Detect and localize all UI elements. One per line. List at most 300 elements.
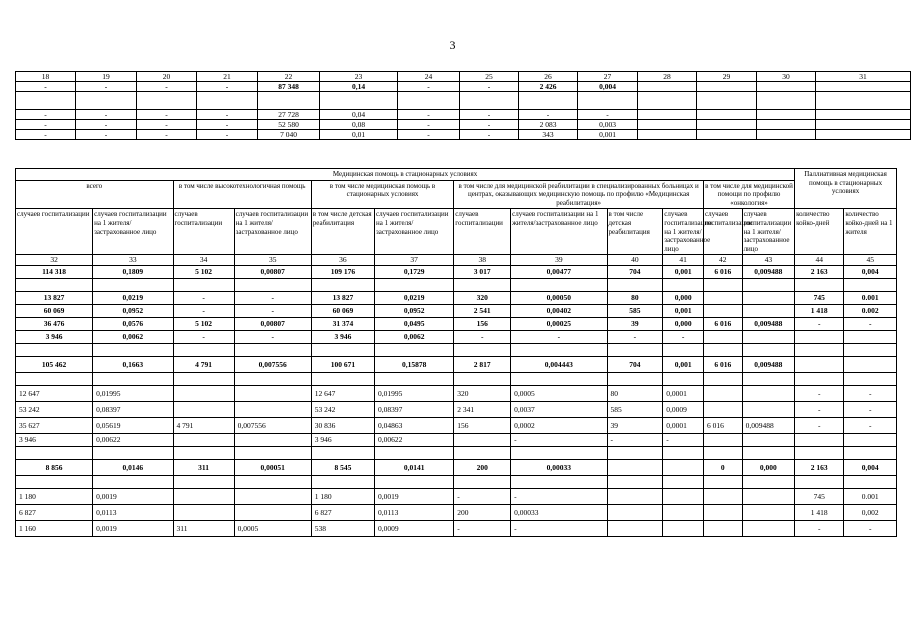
- table-cell: [638, 82, 697, 92]
- column-number-row: [16, 72, 911, 82]
- table-cell: [375, 373, 454, 386]
- column-number: 25: [460, 72, 519, 82]
- table-cell: [742, 505, 795, 521]
- table-cell: [607, 373, 663, 386]
- table-cell: 0,0009: [663, 402, 704, 418]
- table-cell: [703, 305, 742, 318]
- table-cell: -: [197, 130, 258, 140]
- table-cell: -: [234, 305, 311, 318]
- table-cell: 7 040: [258, 130, 320, 140]
- table-cell: 35 627: [16, 418, 93, 434]
- table-cell: [703, 279, 742, 292]
- table-cell: 0,0009: [375, 521, 454, 537]
- table-cell: 0,0141: [375, 460, 454, 476]
- table-cell: 105 462: [16, 357, 93, 373]
- table-cell: 0,1809: [93, 266, 173, 279]
- column-subheader: случаев госпитализации на 1 жителя/застрахованное лицо: [511, 209, 607, 255]
- table-cell: [816, 120, 911, 130]
- column-number: 23: [320, 72, 398, 82]
- table-cell: [93, 344, 173, 357]
- table-cell: -: [16, 130, 76, 140]
- table-cell: [638, 130, 697, 140]
- table-cell: 0,004: [578, 82, 638, 92]
- table-cell: 2 163: [795, 266, 844, 279]
- table-cell: [697, 120, 757, 130]
- table-cell: 0,000: [663, 292, 704, 305]
- table-cell: 0,0952: [375, 305, 454, 318]
- group-high-tech-header: в том числе высокотехнологичная помощь: [173, 180, 311, 209]
- table-cell: [703, 292, 742, 305]
- table-cell: -: [76, 120, 137, 130]
- table-cell: [234, 344, 311, 357]
- table-cell: 0,05619: [93, 418, 173, 434]
- table-cell: -: [511, 331, 607, 344]
- column-subheader: количество койко-дней: [795, 209, 844, 255]
- table-cell: -: [663, 331, 704, 344]
- table-cell: 2 083: [519, 120, 578, 130]
- table-cell: 0,003: [578, 120, 638, 130]
- table-cell: 52 580: [258, 120, 320, 130]
- table-cell: 3 946: [311, 434, 374, 447]
- column-number: 28: [638, 72, 697, 82]
- table-cell: [844, 476, 897, 489]
- table-cell: 0,001: [578, 130, 638, 140]
- table-cell: -: [607, 434, 663, 447]
- column-number: 30: [757, 72, 816, 82]
- table-cell: [234, 505, 311, 521]
- table-cell: [454, 373, 511, 386]
- table-cell: 109 176: [311, 266, 374, 279]
- table-cell: 6 016: [703, 357, 742, 373]
- table-cell: -: [844, 418, 897, 434]
- column-number: 42: [703, 255, 742, 266]
- table-cell: [234, 279, 311, 292]
- table-row: [16, 476, 897, 489]
- table-cell: -: [454, 331, 511, 344]
- table-cell: -: [844, 318, 897, 331]
- table-cell: 0: [703, 460, 742, 476]
- table-row: [16, 120, 911, 130]
- table-cell: -: [173, 292, 234, 305]
- table-cell: 114 318: [16, 266, 93, 279]
- table-cell: [742, 402, 795, 418]
- column-number: 41: [663, 255, 704, 266]
- table-cell: [173, 447, 234, 460]
- table-cell: [844, 373, 897, 386]
- table-cell: 745: [795, 292, 844, 305]
- table-cell: -: [511, 434, 607, 447]
- table-cell: [454, 476, 511, 489]
- table-cell: 6 016: [703, 318, 742, 331]
- table-cell: 0,0113: [375, 505, 454, 521]
- table-cell: 0,0001: [663, 418, 704, 434]
- table-cell: 1 180: [16, 489, 93, 505]
- column-number: 34: [173, 255, 234, 266]
- table-cell: 0,01: [320, 130, 398, 140]
- table-cell: 0,00050: [511, 292, 607, 305]
- table-cell: -: [137, 110, 197, 120]
- table-cell: [173, 434, 234, 447]
- table-cell: 5 102: [173, 318, 234, 331]
- table-cell: 0,08397: [93, 402, 173, 418]
- table-cell: [742, 292, 795, 305]
- table-cell: 0,00622: [93, 434, 173, 447]
- table-cell: 156: [454, 318, 511, 331]
- table-cell: 0,000: [663, 318, 704, 331]
- table-cell: 1 418: [795, 505, 844, 521]
- table-row: [16, 331, 897, 344]
- table-cell: [663, 447, 704, 460]
- table-cell: -: [795, 521, 844, 537]
- table-cell: [311, 447, 374, 460]
- table-cell: 2 817: [454, 357, 511, 373]
- table-cell: 87 348: [258, 82, 320, 92]
- table-cell: -: [607, 331, 663, 344]
- table-cell: 0,004: [844, 266, 897, 279]
- table-row: [16, 110, 911, 120]
- table-cell: 0,00051: [234, 460, 311, 476]
- column-subheader: случаев госпитализации на 1 жителя/застрахованное лицо: [663, 209, 704, 255]
- table-cell: [511, 373, 607, 386]
- table-cell: 585: [607, 305, 663, 318]
- column-number: 19: [76, 72, 137, 82]
- table-cell: [173, 489, 234, 505]
- table-cell: [816, 130, 911, 140]
- table-cell: 1 418: [795, 305, 844, 318]
- table-cell: [703, 505, 742, 521]
- table-cell: 704: [607, 357, 663, 373]
- table-cell: [173, 402, 234, 418]
- group-inpatient-header: в том числе медицинская помощь в стационарных условиях: [311, 180, 454, 209]
- table-row: [16, 447, 897, 460]
- column-number: 39: [511, 255, 607, 266]
- table-cell: [173, 476, 234, 489]
- table-row: [16, 357, 897, 373]
- table-cell: [742, 434, 795, 447]
- table-cell: 39: [607, 318, 663, 331]
- table-cell: 0,007556: [234, 357, 311, 373]
- table-cell: 0,001: [663, 357, 704, 373]
- table-cell: [757, 110, 816, 120]
- palliative-care-header: Паллиативная медицинская помощь в стационарных условиях: [795, 169, 897, 209]
- table-cell: [578, 92, 638, 110]
- table-cell: 4 791: [173, 357, 234, 373]
- table-cell: 1 160: [16, 521, 93, 537]
- table-row: [16, 344, 897, 357]
- table-cell: [638, 120, 697, 130]
- table-cell: 0,009488: [742, 357, 795, 373]
- table-cell: 0,00807: [234, 318, 311, 331]
- table-cell: -: [398, 130, 460, 140]
- column-number: 18: [16, 72, 76, 82]
- table-cell: [320, 92, 398, 110]
- table-cell: [607, 344, 663, 357]
- table-cell: 0.001: [844, 489, 897, 505]
- column-subheader: случаев госпитализации на 1 жителя/застрахованное лицо: [375, 209, 454, 255]
- table-cell: [16, 344, 93, 357]
- table-cell: 6 016: [703, 418, 742, 434]
- table-cell: [76, 92, 137, 110]
- table-cell: 320: [454, 292, 511, 305]
- table-cell: -: [795, 318, 844, 331]
- table-cell: -: [460, 120, 519, 130]
- table-cell: [234, 447, 311, 460]
- table-cell: 8 856: [16, 460, 93, 476]
- table-cell: -: [197, 82, 258, 92]
- table-cell: -: [454, 521, 511, 537]
- table-cell: [197, 92, 258, 110]
- table-cell: [607, 505, 663, 521]
- table-cell: 311: [173, 521, 234, 537]
- table-cell: [663, 373, 704, 386]
- table-cell: -: [578, 110, 638, 120]
- table-cell: 0,0062: [93, 331, 173, 344]
- table-cell: 0,1729: [375, 266, 454, 279]
- table-cell: [757, 92, 816, 110]
- table-cell: [844, 279, 897, 292]
- table-cell: -: [795, 418, 844, 434]
- table-cell: [511, 279, 607, 292]
- table-cell: [757, 82, 816, 92]
- table-cell: [16, 447, 93, 460]
- table-cell: 0,002: [844, 505, 897, 521]
- table-cell: 320: [454, 386, 511, 402]
- column-number: 45: [844, 255, 897, 266]
- table-cell: 2 541: [454, 305, 511, 318]
- table-cell: [93, 476, 173, 489]
- table-cell: 0,0001: [663, 386, 704, 402]
- continuation-table: [15, 71, 911, 140]
- table-cell: [375, 344, 454, 357]
- table-cell: [742, 521, 795, 537]
- table-cell: -: [511, 521, 607, 537]
- table-cell: 0,001: [663, 305, 704, 318]
- table-cell: -: [844, 402, 897, 418]
- table-cell: 1 180: [311, 489, 374, 505]
- table-cell: [16, 279, 93, 292]
- table-cell: [697, 92, 757, 110]
- table-row: [16, 279, 897, 292]
- table-row: [16, 266, 897, 279]
- column-subheader: случаев госпитализации: [703, 209, 742, 255]
- table-cell: -: [16, 82, 76, 92]
- table-row: [16, 489, 897, 505]
- table-cell: 8 545: [311, 460, 374, 476]
- table-cell: 12 647: [311, 386, 374, 402]
- table-cell: 0,14: [320, 82, 398, 92]
- table-cell: -: [173, 305, 234, 318]
- column-subheader: случаев госпитализации на 1 жителя/застрахованное лицо: [234, 209, 311, 255]
- table-cell: [742, 279, 795, 292]
- table-cell: 0,0062: [375, 331, 454, 344]
- column-number: 32: [16, 255, 93, 266]
- table-cell: -: [76, 110, 137, 120]
- table-cell: 343: [519, 130, 578, 140]
- table-cell: 0.001: [844, 292, 897, 305]
- table-row: [16, 82, 911, 92]
- table-cell: 585: [607, 402, 663, 418]
- table-cell: [234, 489, 311, 505]
- column-number-row: [16, 255, 897, 266]
- table-cell: [795, 476, 844, 489]
- table-cell: [607, 476, 663, 489]
- table-cell: [816, 92, 911, 110]
- table-cell: 0,04863: [375, 418, 454, 434]
- table-cell: 311: [173, 460, 234, 476]
- table-row: [16, 292, 897, 305]
- table-cell: [375, 279, 454, 292]
- table-cell: 0,00033: [511, 460, 607, 476]
- table-cell: [663, 476, 704, 489]
- table-cell: -: [454, 489, 511, 505]
- table-cell: [607, 460, 663, 476]
- table-cell: [703, 344, 742, 357]
- table-cell: [816, 82, 911, 92]
- table-cell: 2 341: [454, 402, 511, 418]
- table-cell: [844, 344, 897, 357]
- table-cell: 60 069: [311, 305, 374, 318]
- table-cell: [697, 130, 757, 140]
- table-cell: 80: [607, 386, 663, 402]
- table-row: [16, 460, 897, 476]
- table-row: [16, 373, 897, 386]
- table-cell: 0,009488: [742, 266, 795, 279]
- table-cell: [607, 489, 663, 505]
- table-row: [16, 130, 911, 140]
- table-cell: [454, 344, 511, 357]
- table-cell: 0,08397: [375, 402, 454, 418]
- table-cell: [795, 373, 844, 386]
- table-cell: [742, 386, 795, 402]
- table-cell: [795, 357, 844, 373]
- table-cell: [844, 434, 897, 447]
- table-cell: [703, 373, 742, 386]
- table-cell: -: [137, 130, 197, 140]
- table-cell: -: [460, 82, 519, 92]
- table-cell: [311, 373, 374, 386]
- table-cell: [234, 476, 311, 489]
- table-cell: 6 016: [703, 266, 742, 279]
- table-cell: [663, 521, 704, 537]
- table-cell: [16, 373, 93, 386]
- table-cell: 0,0019: [93, 521, 173, 537]
- table-cell: [816, 110, 911, 120]
- table-cell: [703, 386, 742, 402]
- table-cell: [454, 434, 511, 447]
- column-subheader: случаев госпитализации: [173, 209, 234, 255]
- table-cell: 0,009488: [742, 418, 795, 434]
- table-cell: 0,0219: [375, 292, 454, 305]
- table-cell: -: [234, 292, 311, 305]
- table-cell: [511, 447, 607, 460]
- group-total-header: всего: [16, 180, 174, 209]
- table-cell: [607, 521, 663, 537]
- table-cell: -: [398, 120, 460, 130]
- table-cell: 745: [795, 489, 844, 505]
- table-cell: 53 242: [311, 402, 374, 418]
- table-cell: 0,0952: [93, 305, 173, 318]
- table-cell: 0,0576: [93, 318, 173, 331]
- table-cell: -: [234, 331, 311, 344]
- table-cell: 0,01995: [375, 386, 454, 402]
- table-cell: [742, 489, 795, 505]
- table-cell: 0,15878: [375, 357, 454, 373]
- table-cell: -: [795, 386, 844, 402]
- table-cell: 3 946: [16, 331, 93, 344]
- table-cell: [311, 344, 374, 357]
- table-cell: [638, 110, 697, 120]
- table-cell: 0,0146: [93, 460, 173, 476]
- column-number: 27: [578, 72, 638, 82]
- table-cell: -: [16, 110, 76, 120]
- table-cell: 100 671: [311, 357, 374, 373]
- table-cell: 3 946: [311, 331, 374, 344]
- page-number: 3: [449, 38, 456, 52]
- table-cell: 0,0019: [375, 489, 454, 505]
- table-cell: -: [460, 130, 519, 140]
- table-cell: 200: [454, 505, 511, 521]
- column-number: 26: [519, 72, 578, 82]
- table-cell: [663, 489, 704, 505]
- table-cell: [258, 92, 320, 110]
- table-cell: [511, 344, 607, 357]
- table-cell: [697, 110, 757, 120]
- column-number: 38: [454, 255, 511, 266]
- table-cell: [93, 373, 173, 386]
- table-cell: [638, 92, 697, 110]
- table-cell: -: [76, 130, 137, 140]
- table-cell: 4 791: [173, 418, 234, 434]
- table-cell: 0,0495: [375, 318, 454, 331]
- table-cell: 0,0005: [234, 521, 311, 537]
- table-cell: 0,00477: [511, 266, 607, 279]
- table-row: [16, 434, 897, 447]
- column-number: 29: [697, 72, 757, 82]
- table-cell: -: [197, 120, 258, 130]
- table-cell: [311, 476, 374, 489]
- table-cell: [234, 373, 311, 386]
- table-cell: 0,08: [320, 120, 398, 130]
- table-cell: 13 827: [311, 292, 374, 305]
- column-number: 21: [197, 72, 258, 82]
- table-cell: [173, 505, 234, 521]
- column-number: 22: [258, 72, 320, 82]
- table-cell: 80: [607, 292, 663, 305]
- table-cell: [311, 279, 374, 292]
- table-row: [16, 386, 897, 402]
- inpatient-care-title: Медицинская помощь в стационарных условиях: [16, 169, 795, 181]
- table-row: [16, 505, 897, 521]
- column-subheader: в том числе детская реабилитация: [607, 209, 663, 255]
- table-cell: [742, 476, 795, 489]
- table-cell: 0,01995: [93, 386, 173, 402]
- table-cell: 39: [607, 418, 663, 434]
- table-cell: [375, 476, 454, 489]
- table-cell: 156: [454, 418, 511, 434]
- table-cell: [697, 82, 757, 92]
- table-cell: [703, 489, 742, 505]
- table-cell: -: [76, 82, 137, 92]
- table-cell: 0,0219: [93, 292, 173, 305]
- table-row: [16, 305, 897, 318]
- table-cell: 36 476: [16, 318, 93, 331]
- table-row: [16, 521, 897, 537]
- group-rehabilitation-header: в том числе для медицинской реабилитации в специализированных больницах и центрах, оказывающих медицинскую помощь по профилю «Медицинская реабилитация»: [454, 180, 704, 209]
- table-cell: [137, 92, 197, 110]
- table-cell: 0,00622: [375, 434, 454, 447]
- table-cell: [795, 434, 844, 447]
- table-cell: [173, 373, 234, 386]
